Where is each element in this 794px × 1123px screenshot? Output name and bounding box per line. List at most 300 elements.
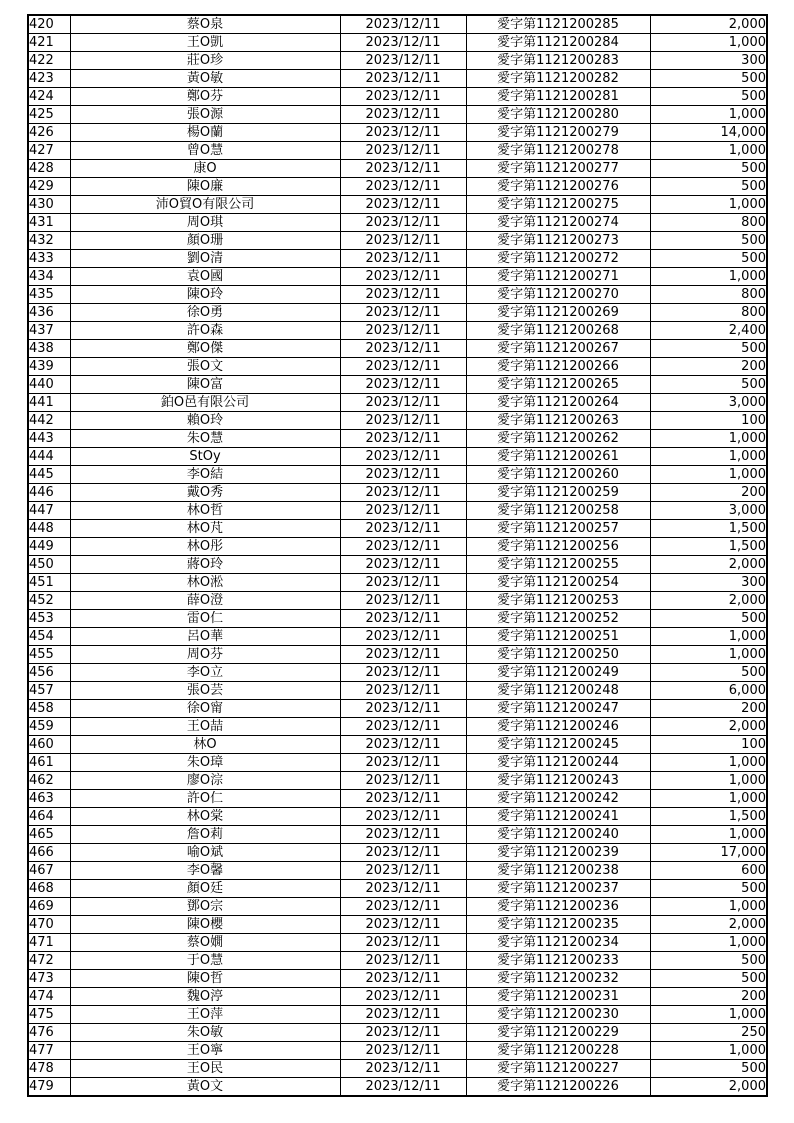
donor-name: 朱O慧 <box>70 430 340 448</box>
table-row <box>28 268 767 286</box>
donor-name: 林O <box>70 736 340 754</box>
row-number: 459 <box>28 718 70 736</box>
table-row <box>28 196 767 214</box>
receipt-number: 愛字第1121200283 <box>466 52 650 70</box>
donor-name: 王O萍 <box>70 1006 340 1024</box>
donor-name: 黃O文 <box>70 1078 340 1097</box>
row-number: 444 <box>28 448 70 466</box>
receipt-number: 愛字第1121200253 <box>466 592 650 610</box>
donation-amount: 1,000 <box>650 268 767 286</box>
donation-amount: 300 <box>650 574 767 592</box>
donation-amount: 500 <box>650 664 767 682</box>
row-number: 473 <box>28 970 70 988</box>
donor-name: 蔡O嫺 <box>70 934 340 952</box>
donation-amount: 3,000 <box>650 394 767 412</box>
table-row <box>28 448 767 466</box>
donation-date: 2023/12/11 <box>340 916 466 934</box>
donor-name: 陳O櫻 <box>70 916 340 934</box>
donor-name: 沛O貿O有限公司 <box>70 196 340 214</box>
donation-amount: 1,000 <box>650 826 767 844</box>
donor-name: 顏O廷 <box>70 880 340 898</box>
donor-name: 顏O珊 <box>70 232 340 250</box>
donor-name: 張O文 <box>70 358 340 376</box>
table-row <box>28 286 767 304</box>
receipt-number: 愛字第1121200277 <box>466 160 650 178</box>
donation-date: 2023/12/11 <box>340 934 466 952</box>
donation-date: 2023/12/11 <box>340 502 466 520</box>
row-number: 440 <box>28 376 70 394</box>
donation-amount: 1,500 <box>650 520 767 538</box>
donation-amount: 500 <box>650 376 767 394</box>
donor-name: 楊O蘭 <box>70 124 340 142</box>
row-number: 453 <box>28 610 70 628</box>
donor-name: 許O森 <box>70 322 340 340</box>
receipt-number: 愛字第1121200273 <box>466 232 650 250</box>
receipt-number: 愛字第1121200230 <box>466 1006 650 1024</box>
receipt-number: 愛字第1121200229 <box>466 1024 650 1042</box>
row-number: 425 <box>28 106 70 124</box>
donor-name: 鄭O傑 <box>70 340 340 358</box>
donation-amount: 2,000 <box>650 916 767 934</box>
donation-date: 2023/12/11 <box>340 340 466 358</box>
donation-date: 2023/12/11 <box>340 15 466 34</box>
donation-date: 2023/12/11 <box>340 754 466 772</box>
donation-amount: 800 <box>650 304 767 322</box>
row-number: 469 <box>28 898 70 916</box>
donation-amount: 1,000 <box>650 1042 767 1060</box>
row-number: 436 <box>28 304 70 322</box>
table-row <box>28 664 767 682</box>
donation-date: 2023/12/11 <box>340 628 466 646</box>
receipt-number: 愛字第1121200248 <box>466 682 650 700</box>
donation-date: 2023/12/11 <box>340 268 466 286</box>
row-number: 435 <box>28 286 70 304</box>
table-row <box>28 682 767 700</box>
row-number: 430 <box>28 196 70 214</box>
receipt-number: 愛字第1121200269 <box>466 304 650 322</box>
donation-amount: 500 <box>650 232 767 250</box>
donation-date: 2023/12/11 <box>340 1078 466 1097</box>
donation-amount: 500 <box>650 160 767 178</box>
donor-name: 賴O玲 <box>70 412 340 430</box>
donor-name: 劉O清 <box>70 250 340 268</box>
receipt-number: 愛字第1121200268 <box>466 322 650 340</box>
table-row <box>28 412 767 430</box>
row-number: 443 <box>28 430 70 448</box>
receipt-number: 愛字第1121200241 <box>466 808 650 826</box>
donation-amount: 500 <box>650 88 767 106</box>
donation-amount: 500 <box>650 610 767 628</box>
row-number: 474 <box>28 988 70 1006</box>
row-number: 450 <box>28 556 70 574</box>
table-row <box>28 340 767 358</box>
row-number: 427 <box>28 142 70 160</box>
donation-date: 2023/12/11 <box>340 970 466 988</box>
table-row <box>28 250 767 268</box>
donor-name: 陳O富 <box>70 376 340 394</box>
row-number: 477 <box>28 1042 70 1060</box>
table-row <box>28 556 767 574</box>
table-row <box>28 106 767 124</box>
donation-amount: 200 <box>650 988 767 1006</box>
donation-amount: 2,000 <box>650 556 767 574</box>
donation-date: 2023/12/11 <box>340 322 466 340</box>
donation-date: 2023/12/11 <box>340 898 466 916</box>
donation-ledger-table <box>27 14 768 1097</box>
donation-date: 2023/12/11 <box>340 142 466 160</box>
receipt-number: 愛字第1121200251 <box>466 628 650 646</box>
row-number: 429 <box>28 178 70 196</box>
row-number: 451 <box>28 574 70 592</box>
donation-date: 2023/12/11 <box>340 682 466 700</box>
donation-amount: 1,000 <box>650 34 767 52</box>
receipt-number: 愛字第1121200284 <box>466 34 650 52</box>
table-row <box>28 466 767 484</box>
donation-amount: 17,000 <box>650 844 767 862</box>
table-row <box>28 808 767 826</box>
donation-date: 2023/12/11 <box>340 394 466 412</box>
row-number: 464 <box>28 808 70 826</box>
table-row <box>28 376 767 394</box>
table-row <box>28 916 767 934</box>
donor-name: 鄭O芬 <box>70 88 340 106</box>
donor-name: 莊O珍 <box>70 52 340 70</box>
table-row <box>28 520 767 538</box>
receipt-number: 愛字第1121200267 <box>466 340 650 358</box>
donation-amount: 14,000 <box>650 124 767 142</box>
donation-amount: 800 <box>650 214 767 232</box>
donation-date: 2023/12/11 <box>340 952 466 970</box>
receipt-number: 愛字第1121200270 <box>466 286 650 304</box>
donor-name: 雷O仁 <box>70 610 340 628</box>
table-row <box>28 15 767 34</box>
donation-date: 2023/12/11 <box>340 196 466 214</box>
row-number: 458 <box>28 700 70 718</box>
receipt-number: 愛字第1121200231 <box>466 988 650 1006</box>
receipt-number: 愛字第1121200233 <box>466 952 650 970</box>
receipt-number: 愛字第1121200236 <box>466 898 650 916</box>
row-number: 445 <box>28 466 70 484</box>
donation-amount: 1,000 <box>650 790 767 808</box>
donor-name: 李O立 <box>70 664 340 682</box>
donation-date: 2023/12/11 <box>340 574 466 592</box>
donor-name: 許O仁 <box>70 790 340 808</box>
donor-name: 蔣O玲 <box>70 556 340 574</box>
receipt-number: 愛字第1121200252 <box>466 610 650 628</box>
donation-amount: 200 <box>650 358 767 376</box>
table-row <box>28 52 767 70</box>
row-number: 431 <box>28 214 70 232</box>
table-row <box>28 772 767 790</box>
donor-name: 魏O渟 <box>70 988 340 1006</box>
row-number: 422 <box>28 52 70 70</box>
row-number: 423 <box>28 70 70 88</box>
donor-name: 朱O敏 <box>70 1024 340 1042</box>
table-row <box>28 610 767 628</box>
table-row <box>28 862 767 880</box>
donation-amount: 1,000 <box>650 106 767 124</box>
receipt-number: 愛字第1121200242 <box>466 790 650 808</box>
receipt-number: 愛字第1121200249 <box>466 664 650 682</box>
donation-date: 2023/12/11 <box>340 772 466 790</box>
donation-date: 2023/12/11 <box>340 106 466 124</box>
receipt-number: 愛字第1121200243 <box>466 772 650 790</box>
row-number: 420 <box>28 15 70 34</box>
donor-name: 鄧O宗 <box>70 898 340 916</box>
donor-name: 李O結 <box>70 466 340 484</box>
table-row <box>28 178 767 196</box>
donation-date: 2023/12/11 <box>340 1006 466 1024</box>
row-number: 447 <box>28 502 70 520</box>
receipt-number: 愛字第1121200247 <box>466 700 650 718</box>
row-number: 463 <box>28 790 70 808</box>
donor-name: StOy <box>70 448 340 466</box>
donation-date: 2023/12/11 <box>340 358 466 376</box>
receipt-number: 愛字第1121200274 <box>466 214 650 232</box>
receipt-number: 愛字第1121200258 <box>466 502 650 520</box>
donation-date: 2023/12/11 <box>340 484 466 502</box>
row-number: 475 <box>28 1006 70 1024</box>
donation-date: 2023/12/11 <box>340 790 466 808</box>
table-row <box>28 790 767 808</box>
donation-date: 2023/12/11 <box>340 592 466 610</box>
donor-name: 周O芬 <box>70 646 340 664</box>
table-row <box>28 214 767 232</box>
donation-date: 2023/12/11 <box>340 826 466 844</box>
donor-name: 戴O秀 <box>70 484 340 502</box>
donation-date: 2023/12/11 <box>340 232 466 250</box>
donor-name: 蔡O泉 <box>70 15 340 34</box>
table-row <box>28 700 767 718</box>
table-row <box>28 304 767 322</box>
donation-amount: 1,000 <box>650 898 767 916</box>
receipt-number: 愛字第1121200254 <box>466 574 650 592</box>
donation-amount: 3,000 <box>650 502 767 520</box>
row-number: 461 <box>28 754 70 772</box>
donation-amount: 6,000 <box>650 682 767 700</box>
table-row <box>28 988 767 1006</box>
receipt-number: 愛字第1121200276 <box>466 178 650 196</box>
table-row <box>28 160 767 178</box>
donation-date: 2023/12/11 <box>340 664 466 682</box>
receipt-number: 愛字第1121200257 <box>466 520 650 538</box>
donor-name: 周O琪 <box>70 214 340 232</box>
donor-name: 李O馨 <box>70 862 340 880</box>
row-number: 478 <box>28 1060 70 1078</box>
donation-amount: 500 <box>650 340 767 358</box>
donation-date: 2023/12/11 <box>340 1060 466 1078</box>
row-number: 438 <box>28 340 70 358</box>
receipt-number: 愛字第1121200272 <box>466 250 650 268</box>
row-number: 426 <box>28 124 70 142</box>
donor-name: 陳O玲 <box>70 286 340 304</box>
receipt-number: 愛字第1121200246 <box>466 718 650 736</box>
donor-name: 林O彤 <box>70 538 340 556</box>
receipt-number: 愛字第1121200260 <box>466 466 650 484</box>
donation-amount: 100 <box>650 736 767 754</box>
ledger-body <box>28 15 767 1096</box>
donation-amount: 300 <box>650 52 767 70</box>
donor-name: 張O源 <box>70 106 340 124</box>
row-number: 460 <box>28 736 70 754</box>
donor-name: 袁O國 <box>70 268 340 286</box>
donation-date: 2023/12/11 <box>340 124 466 142</box>
donor-name: 徐O勇 <box>70 304 340 322</box>
donation-amount: 2,000 <box>650 1078 767 1097</box>
receipt-number: 愛字第1121200235 <box>466 916 650 934</box>
donor-name: 鉑O邑有限公司 <box>70 394 340 412</box>
table-row <box>28 70 767 88</box>
donation-amount: 1,000 <box>650 772 767 790</box>
row-number: 433 <box>28 250 70 268</box>
row-number: 476 <box>28 1024 70 1042</box>
table-row <box>28 430 767 448</box>
row-number: 437 <box>28 322 70 340</box>
receipt-number: 愛字第1121200256 <box>466 538 650 556</box>
donation-amount: 1,500 <box>650 538 767 556</box>
receipt-number: 愛字第1121200262 <box>466 430 650 448</box>
table-row <box>28 124 767 142</box>
donation-date: 2023/12/11 <box>340 844 466 862</box>
receipt-number: 愛字第1121200281 <box>466 88 650 106</box>
table-row <box>28 484 767 502</box>
table-row <box>28 844 767 862</box>
receipt-number: 愛字第1121200250 <box>466 646 650 664</box>
donation-date: 2023/12/11 <box>340 304 466 322</box>
donation-amount: 1,000 <box>650 466 767 484</box>
donor-name: 王O寧 <box>70 1042 340 1060</box>
donation-amount: 500 <box>650 70 767 88</box>
donation-amount: 1,000 <box>650 1006 767 1024</box>
donation-amount: 2,000 <box>650 718 767 736</box>
donation-amount: 1,000 <box>650 646 767 664</box>
donation-date: 2023/12/11 <box>340 412 466 430</box>
donation-date: 2023/12/11 <box>340 646 466 664</box>
row-number: 448 <box>28 520 70 538</box>
table-row <box>28 394 767 412</box>
donation-amount: 2,000 <box>650 592 767 610</box>
donor-name: 康O <box>70 160 340 178</box>
row-number: 465 <box>28 826 70 844</box>
donation-amount: 200 <box>650 700 767 718</box>
donor-name: 王O喆 <box>70 718 340 736</box>
donor-name: 徐O甯 <box>70 700 340 718</box>
donation-date: 2023/12/11 <box>340 1042 466 1060</box>
receipt-number: 愛字第1121200227 <box>466 1060 650 1078</box>
donation-amount: 500 <box>650 250 767 268</box>
table-row <box>28 538 767 556</box>
table-row <box>28 1006 767 1024</box>
donation-date: 2023/12/11 <box>340 556 466 574</box>
donation-amount: 1,000 <box>650 628 767 646</box>
donor-name: 王O凱 <box>70 34 340 52</box>
row-number: 432 <box>28 232 70 250</box>
donation-amount: 500 <box>650 1060 767 1078</box>
donor-name: 林O淞 <box>70 574 340 592</box>
donation-amount: 1,000 <box>650 142 767 160</box>
table-row <box>28 736 767 754</box>
donation-amount: 500 <box>650 970 767 988</box>
receipt-number: 愛字第1121200234 <box>466 934 650 952</box>
donor-name: 林O哲 <box>70 502 340 520</box>
donation-amount: 2,000 <box>650 15 767 34</box>
table-row <box>28 754 767 772</box>
donation-date: 2023/12/11 <box>340 718 466 736</box>
row-number: 466 <box>28 844 70 862</box>
table-row <box>28 358 767 376</box>
row-number: 452 <box>28 592 70 610</box>
table-row <box>28 898 767 916</box>
table-row <box>28 322 767 340</box>
donation-amount: 600 <box>650 862 767 880</box>
table-row <box>28 970 767 988</box>
row-number: 439 <box>28 358 70 376</box>
donation-date: 2023/12/11 <box>340 214 466 232</box>
donor-name: 朱O璋 <box>70 754 340 772</box>
row-number: 449 <box>28 538 70 556</box>
receipt-number: 愛字第1121200279 <box>466 124 650 142</box>
row-number: 421 <box>28 34 70 52</box>
row-number: 471 <box>28 934 70 952</box>
donor-name: 張O芸 <box>70 682 340 700</box>
row-number: 454 <box>28 628 70 646</box>
donation-amount: 2,400 <box>650 322 767 340</box>
receipt-number: 愛字第1121200259 <box>466 484 650 502</box>
receipt-number: 愛字第1121200275 <box>466 196 650 214</box>
table-row <box>28 1078 767 1097</box>
donation-date: 2023/12/11 <box>340 1024 466 1042</box>
row-number: 470 <box>28 916 70 934</box>
receipt-number: 愛字第1121200285 <box>466 15 650 34</box>
row-number: 479 <box>28 1078 70 1097</box>
row-number: 446 <box>28 484 70 502</box>
table-row <box>28 826 767 844</box>
donor-name: 曾O慧 <box>70 142 340 160</box>
receipt-number: 愛字第1121200239 <box>466 844 650 862</box>
donation-date: 2023/12/11 <box>340 988 466 1006</box>
donation-amount: 1,000 <box>650 448 767 466</box>
table-row <box>28 628 767 646</box>
receipt-number: 愛字第1121200244 <box>466 754 650 772</box>
donation-date: 2023/12/11 <box>340 700 466 718</box>
donation-amount: 1,000 <box>650 430 767 448</box>
donor-name: 呂O華 <box>70 628 340 646</box>
donation-amount: 500 <box>650 952 767 970</box>
donation-amount: 1,000 <box>650 934 767 952</box>
table-row <box>28 1060 767 1078</box>
donation-date: 2023/12/11 <box>340 538 466 556</box>
row-number: 455 <box>28 646 70 664</box>
receipt-number: 愛字第1121200232 <box>466 970 650 988</box>
donation-amount: 1,000 <box>650 196 767 214</box>
receipt-number: 愛字第1121200255 <box>466 556 650 574</box>
donation-date: 2023/12/11 <box>340 880 466 898</box>
donation-date: 2023/12/11 <box>340 178 466 196</box>
row-number: 441 <box>28 394 70 412</box>
table-row <box>28 718 767 736</box>
receipt-number: 愛字第1121200282 <box>466 70 650 88</box>
row-number: 442 <box>28 412 70 430</box>
table-row <box>28 1042 767 1060</box>
donation-date: 2023/12/11 <box>340 808 466 826</box>
donation-date: 2023/12/11 <box>340 34 466 52</box>
table-row <box>28 934 767 952</box>
donor-name: 陳O廉 <box>70 178 340 196</box>
donor-name: 林O棠 <box>70 808 340 826</box>
donor-name: 廖O淙 <box>70 772 340 790</box>
receipt-number: 愛字第1121200271 <box>466 268 650 286</box>
donation-date: 2023/12/11 <box>340 520 466 538</box>
